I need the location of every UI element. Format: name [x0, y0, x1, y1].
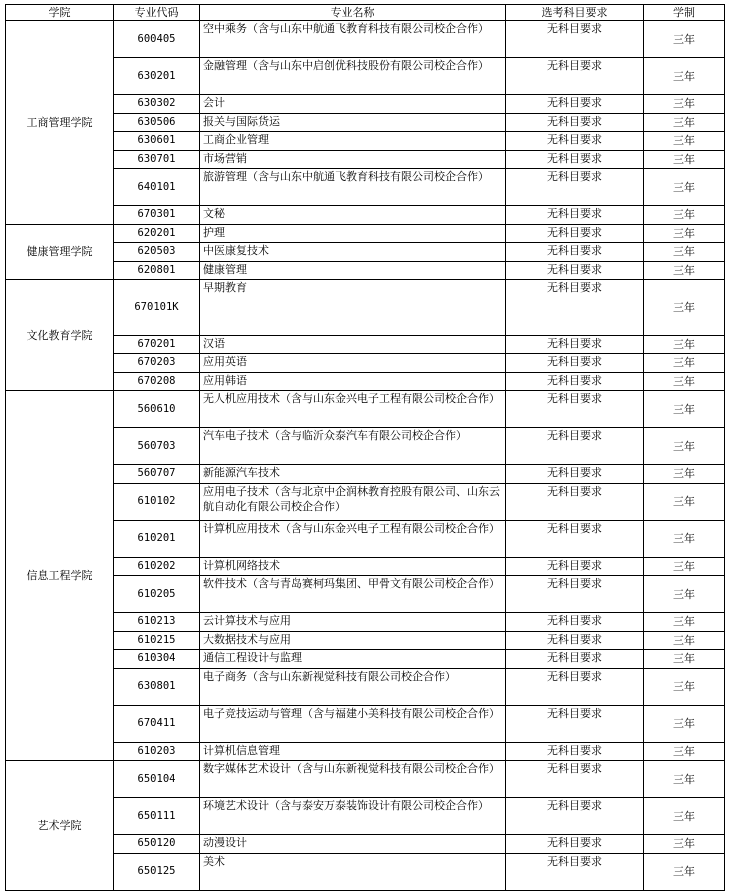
- code-cell: 610213: [114, 613, 200, 632]
- requirement-cell: 无科目要求: [506, 372, 644, 391]
- name-cell: 动漫设计: [200, 835, 506, 854]
- name-cell: 计算机应用技术（含与山东金兴电子工程有限公司校企合作）: [200, 520, 506, 557]
- table-row: [6, 576, 725, 613]
- table-row: [6, 668, 725, 705]
- majors-table: [5, 4, 725, 891]
- requirement-cell: 无科目要求: [506, 21, 644, 58]
- header-requirement: 选考科目要求: [506, 5, 644, 21]
- requirement-cell: 无科目要求: [506, 853, 644, 890]
- requirement-cell: 无科目要求: [506, 835, 644, 854]
- college-cell: 艺术学院: [6, 761, 114, 891]
- years-cell: 三年: [644, 668, 725, 705]
- years-cell: 三年: [644, 835, 725, 854]
- requirement-cell: 无科目要求: [506, 465, 644, 484]
- requirement-cell: 无科目要求: [506, 520, 644, 557]
- years-cell: 三年: [644, 113, 725, 132]
- table-row: [6, 761, 725, 798]
- code-cell: 600405: [114, 21, 200, 58]
- table-row: [6, 631, 725, 650]
- table-row: [6, 261, 725, 280]
- name-cell: 中医康复技术: [200, 243, 506, 262]
- requirement-cell: 无科目要求: [506, 761, 644, 798]
- requirement-cell: 无科目要求: [506, 169, 644, 206]
- years-cell: 三年: [644, 650, 725, 669]
- requirement-cell: 无科目要求: [506, 742, 644, 761]
- years-cell: 三年: [644, 150, 725, 169]
- name-cell: 旅游管理（含与山东中航通飞教育科技有限公司校企合作）: [200, 169, 506, 206]
- table-body: [6, 21, 725, 891]
- college-cell: 信息工程学院: [6, 391, 114, 761]
- requirement-cell: 无科目要求: [506, 576, 644, 613]
- table-row: [6, 705, 725, 742]
- code-cell: 630701: [114, 150, 200, 169]
- table-row: [6, 520, 725, 557]
- name-cell: 计算机网络技术: [200, 557, 506, 576]
- requirement-cell: 无科目要求: [506, 391, 644, 428]
- code-cell: 640101: [114, 169, 200, 206]
- code-cell: 630201: [114, 58, 200, 95]
- name-cell: 应用电子技术（含与北京中企润林教育控股有限公司、山东云航自动化有限公司校企合作）: [200, 483, 506, 520]
- code-cell: 610304: [114, 650, 200, 669]
- code-cell: 610202: [114, 557, 200, 576]
- years-cell: 三年: [644, 169, 725, 206]
- name-cell: 数字媒体艺术设计（含与山东新视觉科技有限公司校企合作）: [200, 761, 506, 798]
- name-cell: 美术: [200, 853, 506, 890]
- years-cell: 三年: [644, 261, 725, 280]
- requirement-cell: 无科目要求: [506, 354, 644, 373]
- years-cell: 三年: [644, 21, 725, 58]
- years-cell: 三年: [644, 95, 725, 114]
- table-row: [6, 428, 725, 465]
- table-row: [6, 853, 725, 890]
- years-cell: 三年: [644, 335, 725, 354]
- name-cell: 汉语: [200, 335, 506, 354]
- years-cell: 三年: [644, 280, 725, 336]
- table-row: [6, 169, 725, 206]
- code-cell: 560610: [114, 391, 200, 428]
- requirement-cell: 无科目要求: [506, 335, 644, 354]
- header-name: 专业名称: [200, 5, 506, 21]
- requirement-cell: 无科目要求: [506, 261, 644, 280]
- table-row: [6, 835, 725, 854]
- header-row: [6, 5, 725, 21]
- code-cell: 620201: [114, 224, 200, 243]
- years-cell: 三年: [644, 520, 725, 557]
- table-row: [6, 465, 725, 484]
- header-years: 学制: [644, 5, 725, 21]
- name-cell: 通信工程设计与监理: [200, 650, 506, 669]
- years-cell: 三年: [644, 483, 725, 520]
- name-cell: 应用韩语: [200, 372, 506, 391]
- table-row: [6, 557, 725, 576]
- requirement-cell: 无科目要求: [506, 150, 644, 169]
- requirement-cell: 无科目要求: [506, 650, 644, 669]
- years-cell: 三年: [644, 465, 725, 484]
- code-cell: 670411: [114, 705, 200, 742]
- name-cell: 云计算技术与应用: [200, 613, 506, 632]
- name-cell: 市场营销: [200, 150, 506, 169]
- requirement-cell: 无科目要求: [506, 705, 644, 742]
- requirement-cell: 无科目要求: [506, 206, 644, 225]
- code-cell: 630601: [114, 132, 200, 151]
- name-cell: 汽车电子技术（含与临沂众泰汽车有限公司校企合作）: [200, 428, 506, 465]
- requirement-cell: 无科目要求: [506, 95, 644, 114]
- code-cell: 610201: [114, 520, 200, 557]
- name-cell: 电子商务（含与山东新视觉科技有限公司校企合作）: [200, 668, 506, 705]
- years-cell: 三年: [644, 613, 725, 632]
- requirement-cell: 无科目要求: [506, 613, 644, 632]
- years-cell: 三年: [644, 761, 725, 798]
- table-row: [6, 335, 725, 354]
- years-cell: 三年: [644, 576, 725, 613]
- table-row: [6, 280, 725, 336]
- requirement-cell: 无科目要求: [506, 428, 644, 465]
- years-cell: 三年: [644, 224, 725, 243]
- name-cell: 护理: [200, 224, 506, 243]
- code-cell: 650111: [114, 798, 200, 835]
- code-cell: 610102: [114, 483, 200, 520]
- name-cell: 无人机应用技术（含与山东金兴电子工程有限公司校企合作）: [200, 391, 506, 428]
- table-row: [6, 483, 725, 520]
- code-cell: 630506: [114, 113, 200, 132]
- requirement-cell: 无科目要求: [506, 280, 644, 336]
- college-cell: 工商管理学院: [6, 21, 114, 225]
- years-cell: 三年: [644, 557, 725, 576]
- table-row: [6, 243, 725, 262]
- code-cell: 650120: [114, 835, 200, 854]
- name-cell: 空中乘务（含与山东中航通飞教育科技有限公司校企合作）: [200, 21, 506, 58]
- table-row: [6, 372, 725, 391]
- code-cell: 670203: [114, 354, 200, 373]
- name-cell: 工商企业管理: [200, 132, 506, 151]
- requirement-cell: 无科目要求: [506, 631, 644, 650]
- code-cell: 560707: [114, 465, 200, 484]
- years-cell: 三年: [644, 132, 725, 151]
- name-cell: 环境艺术设计（含与泰安万泰装饰设计有限公司校企合作）: [200, 798, 506, 835]
- code-cell: 620503: [114, 243, 200, 262]
- name-cell: 会计: [200, 95, 506, 114]
- name-cell: 大数据技术与应用: [200, 631, 506, 650]
- table-row: [6, 224, 725, 243]
- requirement-cell: 无科目要求: [506, 58, 644, 95]
- code-cell: 670208: [114, 372, 200, 391]
- name-cell: 健康管理: [200, 261, 506, 280]
- years-cell: 三年: [644, 705, 725, 742]
- name-cell: 电子竞技运动与管理（含与福建小美科技有限公司校企合作）: [200, 705, 506, 742]
- years-cell: 三年: [644, 372, 725, 391]
- requirement-cell: 无科目要求: [506, 668, 644, 705]
- table-row: [6, 150, 725, 169]
- code-cell: 610205: [114, 576, 200, 613]
- table-row: [6, 613, 725, 632]
- name-cell: 软件技术（含与青岛赛柯玛集团、甲骨文有限公司校企合作）: [200, 576, 506, 613]
- code-cell: 560703: [114, 428, 200, 465]
- years-cell: 三年: [644, 798, 725, 835]
- code-cell: 670101K: [114, 280, 200, 336]
- code-cell: 630801: [114, 668, 200, 705]
- requirement-cell: 无科目要求: [506, 798, 644, 835]
- table-row: [6, 113, 725, 132]
- table-row: [6, 132, 725, 151]
- name-cell: 应用英语: [200, 354, 506, 373]
- years-cell: 三年: [644, 243, 725, 262]
- name-cell: 报关与国际货运: [200, 113, 506, 132]
- code-cell: 610215: [114, 631, 200, 650]
- table-row: [6, 391, 725, 428]
- code-cell: 630302: [114, 95, 200, 114]
- name-cell: 金融管理（含与山东中启创优科技股份有限公司校企合作）: [200, 58, 506, 95]
- header-code: 专业代码: [114, 5, 200, 21]
- years-cell: 三年: [644, 742, 725, 761]
- code-cell: 670201: [114, 335, 200, 354]
- table-row: [6, 95, 725, 114]
- requirement-cell: 无科目要求: [506, 113, 644, 132]
- years-cell: 三年: [644, 206, 725, 225]
- name-cell: 早期教育: [200, 280, 506, 336]
- years-cell: 三年: [644, 428, 725, 465]
- requirement-cell: 无科目要求: [506, 557, 644, 576]
- years-cell: 三年: [644, 354, 725, 373]
- table-row: [6, 798, 725, 835]
- requirement-cell: 无科目要求: [506, 243, 644, 262]
- table-row: [6, 650, 725, 669]
- requirement-cell: 无科目要求: [506, 224, 644, 243]
- code-cell: 670301: [114, 206, 200, 225]
- college-cell: 文化教育学院: [6, 280, 114, 391]
- table-row: [6, 742, 725, 761]
- name-cell: 新能源汽车技术: [200, 465, 506, 484]
- code-cell: 620801: [114, 261, 200, 280]
- college-cell: 健康管理学院: [6, 224, 114, 280]
- table-row: [6, 206, 725, 225]
- years-cell: 三年: [644, 58, 725, 95]
- table-row: [6, 21, 725, 58]
- code-cell: 610203: [114, 742, 200, 761]
- table-row: [6, 58, 725, 95]
- requirement-cell: 无科目要求: [506, 483, 644, 520]
- name-cell: 计算机信息管理: [200, 742, 506, 761]
- table-row: [6, 354, 725, 373]
- years-cell: 三年: [644, 391, 725, 428]
- code-cell: 650104: [114, 761, 200, 798]
- years-cell: 三年: [644, 631, 725, 650]
- name-cell: 文秘: [200, 206, 506, 225]
- header-college: 学院: [6, 5, 114, 21]
- years-cell: 三年: [644, 853, 725, 890]
- requirement-cell: 无科目要求: [506, 132, 644, 151]
- code-cell: 650125: [114, 853, 200, 890]
